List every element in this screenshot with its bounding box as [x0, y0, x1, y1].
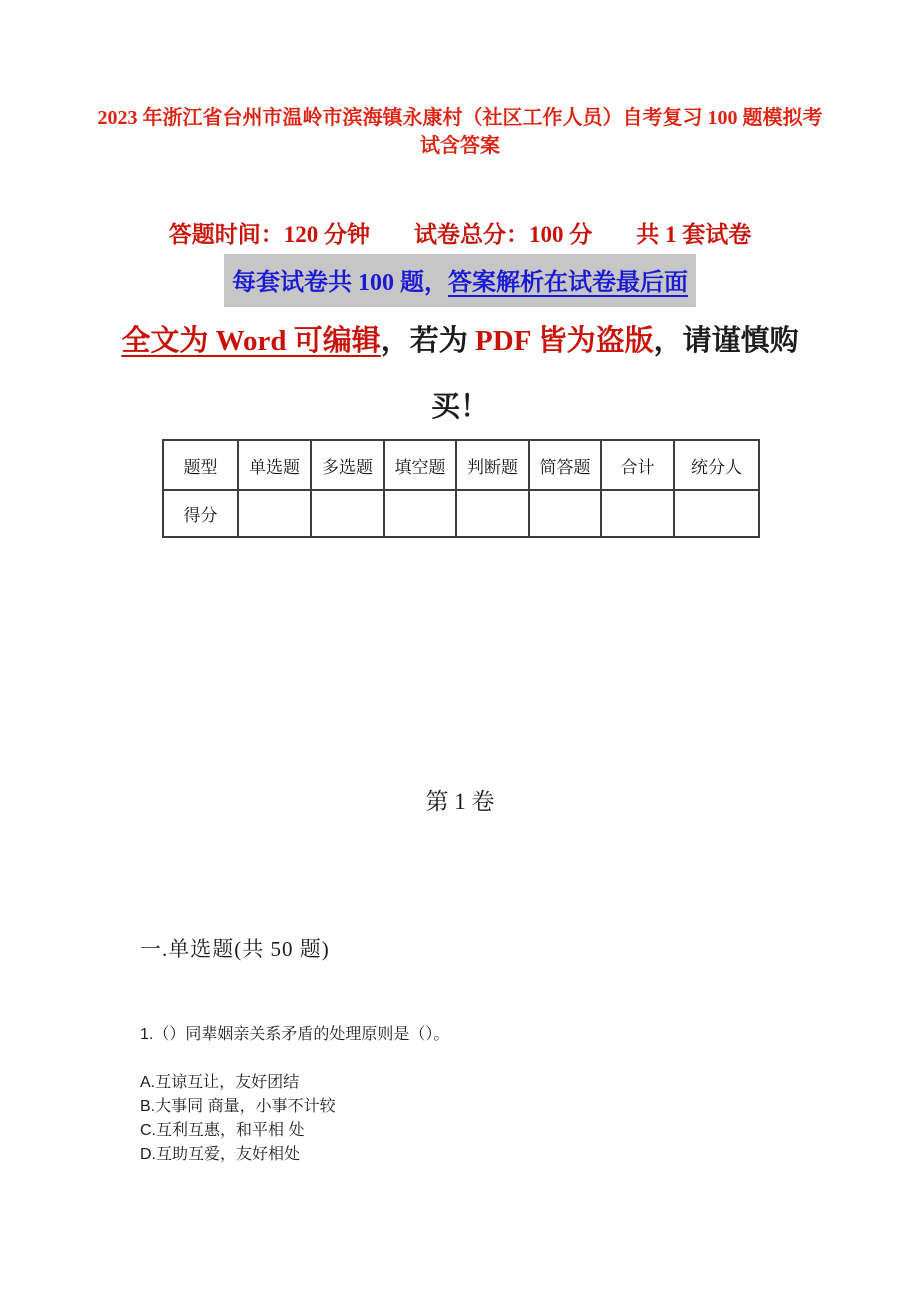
notice-caution-text: ，请谨慎购: [653, 325, 799, 357]
volume-title: 第 1 卷: [425, 789, 495, 814]
question-text: 1.（）同辈姻亲关系矛盾的处理原则是（）。: [140, 1026, 450, 1043]
score-cell-empty: [238, 490, 311, 537]
option-b: B.大事同 商量，小事不计较: [140, 1098, 336, 1115]
score-table-header-cell: 单选题: [238, 440, 311, 490]
option-d: D.互助互爱，友好相处: [140, 1146, 301, 1163]
notice-if-text: ，若为: [380, 325, 476, 357]
score-cell-empty: [456, 490, 529, 537]
question-options: [140, 1071, 840, 1167]
option-a: A.互谅互让，友好团结: [140, 1074, 300, 1091]
score-cell-empty: [601, 490, 674, 537]
score-table-header-cell: 简答题: [529, 440, 601, 490]
score-table-header-cell: 判断题: [456, 440, 529, 490]
score-table-header-cell: 填空题: [384, 440, 456, 490]
exam-info-line: [0, 216, 920, 249]
section-heading: 一.单选题(共 50 题): [140, 937, 330, 961]
score-table-header-cell: 统分人: [674, 440, 759, 490]
exam-set-count: 共 1 套试卷: [636, 222, 752, 247]
score-cell-empty: [529, 490, 601, 537]
score-table-score-row: [163, 490, 759, 537]
piracy-notice: [108, 308, 812, 440]
highlight-note-underlined: 答案解析在试卷最后面: [448, 270, 688, 296]
score-table-header-cell: 多选题: [311, 440, 384, 490]
document-title: 2023 年浙江省台州市温岭市滨海镇永康村（社区工作人员）自考复习 100 题模拟考试含答案: [97, 107, 823, 157]
exam-total-score: 试卷总分：100 分: [414, 222, 593, 247]
score-cell-empty: [311, 490, 384, 537]
score-table: [162, 439, 760, 538]
score-row-label: 得分: [163, 490, 238, 537]
highlight-note-prefix: 每套试卷共 100 题，: [232, 270, 448, 296]
exam-time: 答题时间：120 分钟: [168, 222, 370, 247]
highlight-note: [224, 254, 696, 307]
notice-word-editable: 全文为 Word 可编辑: [121, 325, 381, 357]
option-c: C.互利互惠，和平相 处: [140, 1122, 305, 1139]
notice-pdf-pirated: PDF 皆为盗版: [475, 325, 654, 357]
highlight-note-row: [0, 254, 920, 307]
notice-caution-wrap: 买！: [430, 391, 489, 423]
score-table-header-cell: 题型: [163, 440, 238, 490]
score-table-header-cell: 合计: [601, 440, 674, 490]
score-cell-empty: [674, 490, 759, 537]
score-table-header-row: [163, 440, 759, 490]
score-cell-empty: [384, 490, 456, 537]
